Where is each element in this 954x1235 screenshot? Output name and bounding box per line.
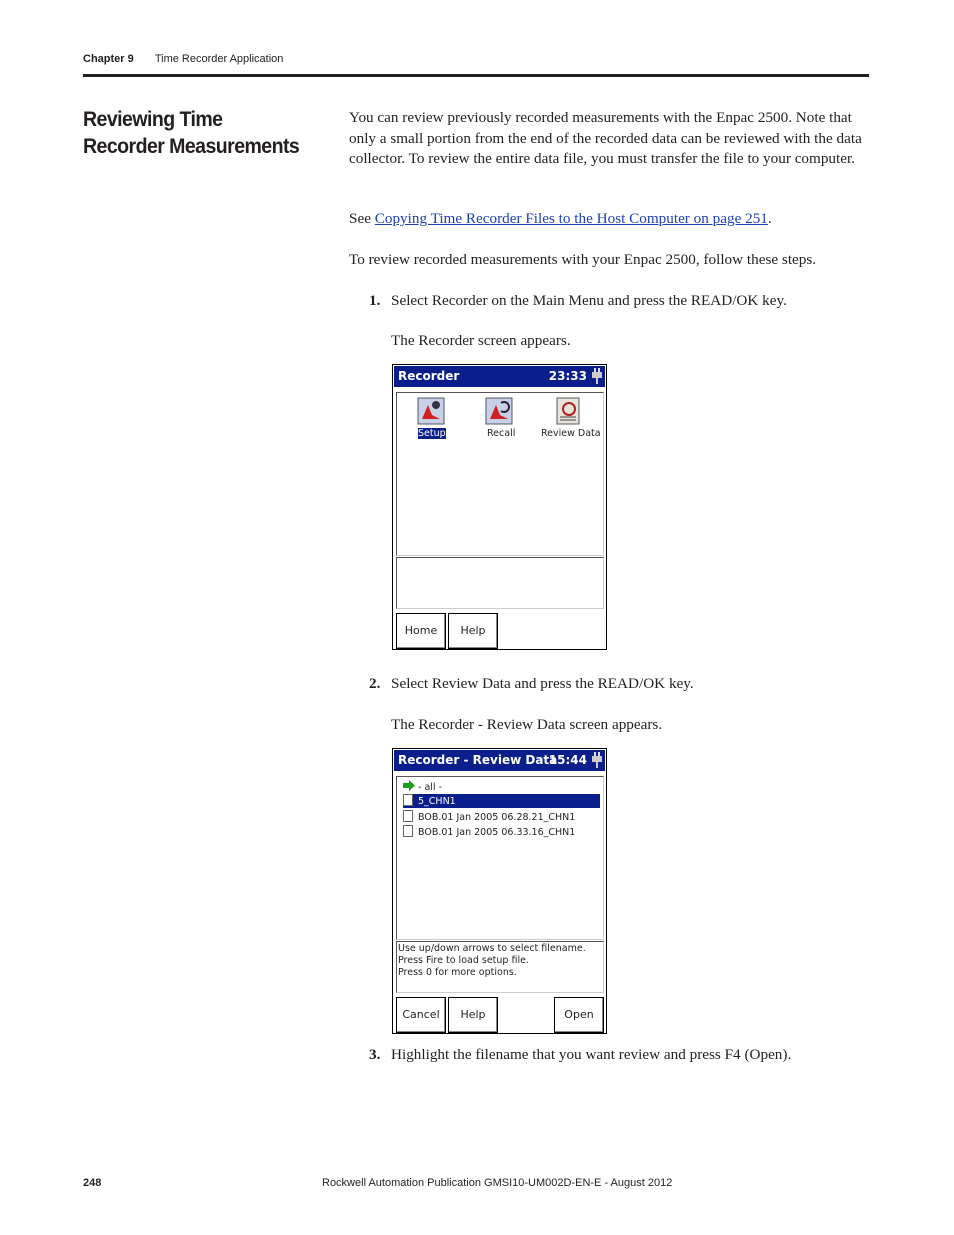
file-icon (403, 794, 413, 806)
list-item[interactable] (403, 810, 600, 824)
review-data-screen (392, 748, 607, 1034)
step-1 (369, 291, 787, 311)
help-panel (396, 941, 604, 993)
recorder-screen (392, 364, 607, 650)
title-bar (394, 366, 605, 387)
file-icon (403, 825, 413, 837)
section-heading: Reviewing Time Recorder Measurements (83, 108, 300, 158)
setup-icon[interactable] (417, 397, 445, 425)
publication-info: Rockwell Automation Publication GMSI10-UM002D-EN-E - August 2012 (322, 1177, 673, 1189)
title-bar (394, 750, 605, 771)
step-2-result: The Recorder - Review Data screen appears. (391, 716, 663, 733)
help-line: Press 0 for more options. (398, 967, 517, 978)
intro-paragraph: You can review previously recorded measurements with the Enpac 2500. Note that only a small portion from the end of the recorded data can be reviewed with the data collector. To review the entire data file, you must transfer the file to your computer. (349, 109, 862, 167)
step-2 (369, 674, 694, 694)
chapter-label: Chapter 9 (83, 53, 134, 65)
section-label: Time Recorder Application (154, 53, 284, 65)
message-panel (396, 557, 604, 609)
green-arrow-icon (403, 780, 415, 791)
list-item-all[interactable] (403, 780, 600, 794)
clock: 23:33 (548, 369, 587, 383)
see-suffix: . (767, 210, 772, 227)
file-name: BOB.01 Jan 2005 06.28.21_CHN1 (418, 812, 576, 823)
step-text: Highlight the filename that you want review and press F4 (Open). (391, 1046, 792, 1063)
screen-title: Recorder (398, 369, 460, 383)
list-item[interactable] (403, 794, 600, 808)
app-label-recall[interactable]: Recall (487, 428, 516, 439)
step-number: 2. (369, 675, 381, 692)
open-button[interactable]: Open (554, 997, 604, 1033)
see-paragraph (349, 209, 871, 230)
see-prefix: See (349, 210, 375, 227)
recall-icon[interactable] (485, 397, 513, 425)
app-label-setup[interactable]: Setup (418, 428, 446, 439)
app-grid (396, 392, 604, 556)
page-number: 248 (83, 1177, 102, 1189)
file-list (396, 776, 604, 940)
step-text: Select Recorder on the Main Menu and press the READ/OK key. (391, 292, 787, 309)
running-header (83, 53, 283, 65)
step-1-result: The Recorder screen appears. (391, 332, 571, 349)
help-button[interactable]: Help (448, 613, 498, 649)
help-line: Press Fire to load setup file. (398, 955, 529, 966)
clock: 15:44 (548, 753, 587, 767)
screen-title: Recorder - Review Data (398, 753, 558, 767)
power-plug-icon (591, 368, 603, 384)
step-3 (369, 1045, 791, 1065)
home-button[interactable]: Home (396, 613, 446, 649)
file-icon (403, 810, 413, 822)
power-plug-icon (591, 752, 603, 768)
cancel-button[interactable]: Cancel (396, 997, 446, 1033)
all-label: - all - (418, 782, 442, 793)
list-item[interactable] (403, 825, 600, 839)
app-label-review-data[interactable]: Review Data (541, 428, 601, 439)
step-text: Select Review Data and press the READ/OK key. (391, 675, 694, 692)
lead-paragraph: To review recorded measurements with your Enpac 2500, follow these steps. (349, 251, 817, 268)
help-button[interactable]: Help (448, 997, 498, 1033)
review-data-icon[interactable] (554, 397, 582, 425)
header-rule (83, 74, 869, 77)
step-number: 3. (369, 1046, 381, 1063)
file-name: BOB.01 Jan 2005 06.33.16_CHN1 (418, 827, 576, 838)
cross-reference-link[interactable]: Copying Time Recorder Files to the Host Computer on page 251 (374, 210, 768, 227)
step-number: 1. (369, 292, 381, 309)
help-line: Use up/down arrows to select filename. (398, 943, 586, 954)
file-name: 5_CHN1 (418, 796, 456, 807)
